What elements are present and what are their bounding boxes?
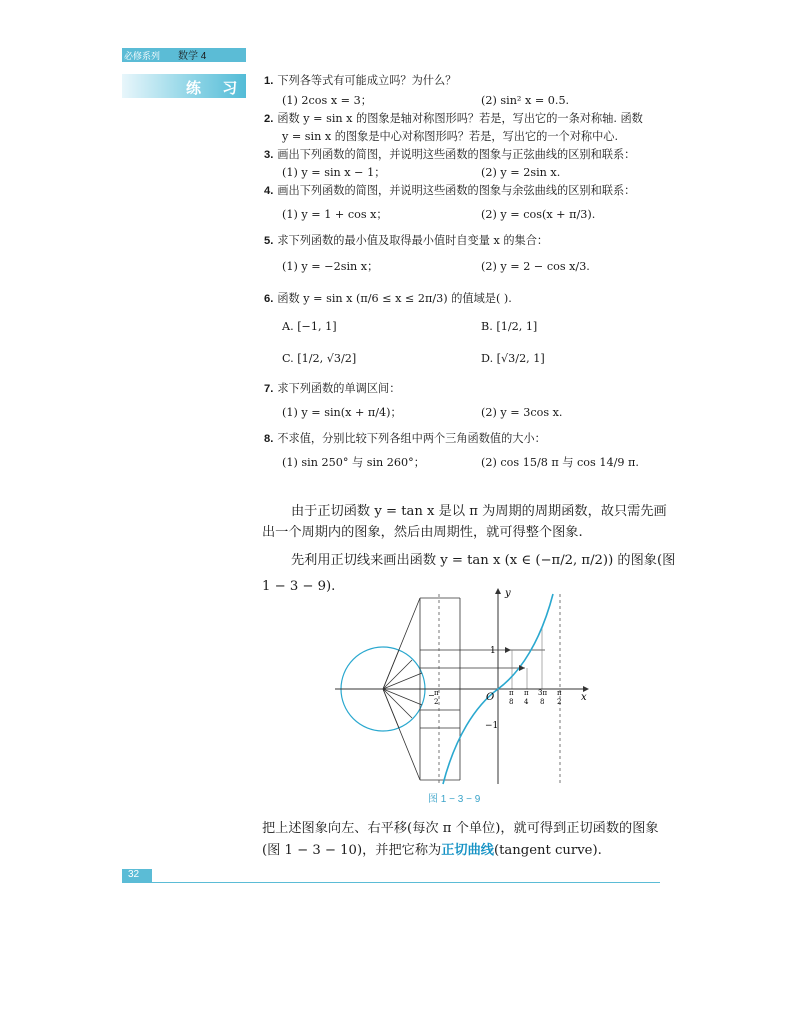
- exercise-text: 函数 y = sin x 的图象是轴对称图形吗？若是，写出它的一条对称轴. 函数: [277, 112, 643, 125]
- exercise-7-option-b: (2) y = 3cos x.: [481, 406, 563, 419]
- body-paragraph-3-line-2: [262, 842, 602, 860]
- exercise-8-option-b: (2) cos 15/8 π 与 cos 14/9 π.: [481, 456, 639, 469]
- tangent-line-figure: [335, 588, 595, 786]
- exercise-number: 5.: [264, 235, 274, 247]
- exercise-3-option-a: (1) y = sin x − 1；: [282, 166, 386, 179]
- exercise-text: 画出下列函数的简图，并说明这些函数的图象与余弦曲线的区别和联系：: [277, 184, 636, 197]
- paragraph-text: (图 1 − 3 − 10)，并把它称为: [262, 843, 442, 858]
- exercise-3: [264, 148, 635, 162]
- exercise-3-option-b: (2) y = 2sin x.: [481, 166, 561, 179]
- exercise-5-option-b: (2) y = 2 − cos x/3.: [481, 260, 590, 273]
- page-number: 32: [128, 869, 140, 880]
- header-series: 必修系列: [124, 51, 161, 61]
- exercise-4: [264, 184, 635, 198]
- y-axis-arrow: [495, 588, 501, 594]
- body-paragraph-3-line-1: 把上述图象向左、右平移(每次 π 个单位)，就可得到正切函数的图象: [262, 821, 659, 836]
- tick-label-neg-pi2-den: 2: [434, 698, 439, 706]
- guide-arrow: [505, 647, 511, 653]
- exercise-number: 2.: [264, 113, 274, 125]
- exercise-7-option-a: (1) y = sin(x + π/4)；: [282, 406, 402, 419]
- exercise-text: 画出下列函数的简图，并说明这些函数的图象与正弦曲线的区别和联系：: [277, 148, 636, 161]
- exercise-1: [264, 74, 456, 88]
- tick-label-neg-pi2-sign: −: [428, 691, 435, 700]
- tick-label-one: 1: [490, 646, 496, 656]
- tick-label-pi8-num: π: [509, 689, 514, 697]
- x-axis-label: x: [581, 692, 587, 703]
- key-term: 正切曲线: [441, 843, 494, 858]
- exercise-text: 下列各等式有可能成立吗？为什么？: [277, 74, 457, 87]
- exercise-number: 7.: [264, 383, 274, 395]
- exercise-7: [264, 382, 400, 396]
- exercise-number: 4.: [264, 185, 274, 197]
- origin-label: O: [486, 692, 495, 703]
- body-paragraph-1-line-1: 由于正切函数 y = tan x 是以 π 为周期的周期函数，故只需先画: [291, 504, 667, 519]
- exercise-6-choice-d: D. [√3/2, 1]: [481, 352, 545, 365]
- tick-label-3pi8-num: 3π: [538, 689, 548, 697]
- body-paragraph-1-line-2: 出一个周期内的图象，然后由周期性，就可得整个图象.: [262, 525, 583, 540]
- tick-label-3pi8-den: 8: [540, 698, 545, 706]
- exercise-6-choice-b: B. [1/2, 1]: [481, 320, 538, 333]
- exercise-number: 6.: [264, 293, 274, 305]
- exercise-1-option-a: (1) 2cos x = 3；: [282, 94, 372, 107]
- tick-label-pi2-den: 2: [557, 698, 562, 706]
- tick-label-neg-pi2-num: π: [434, 689, 439, 697]
- exercise-2-cont: y = sin x 的图象是中心对称图形吗？若是，写出它的一个对称中心.: [282, 130, 618, 143]
- body-paragraph-2-line-1: 先利用正切线来画出函数 y = tan x (x ∈ (−π/2, π/2)) 的图象(图: [291, 553, 676, 568]
- exercise-text: 求下列函数的单调区间：: [277, 382, 401, 395]
- exercise-6-choice-c: C. [1/2, √3/2]: [282, 352, 357, 365]
- figure-caption: 图 1 − 3 − 9: [428, 794, 481, 805]
- exercise-6: [264, 292, 512, 306]
- header-book-title: 数学 4: [178, 51, 207, 62]
- exercise-text: 函数 y = sin x (π/6 ≤ x ≤ 2π/3) 的值域是( ).: [277, 292, 512, 305]
- exercise-8-option-a: (1) sin 250° 与 sin 260°；: [282, 456, 425, 469]
- tick-label-pi2-num: π: [557, 689, 562, 697]
- footer-rule: [152, 882, 660, 883]
- tick-label-neg-one: −1: [485, 721, 499, 731]
- practice-banner-title: 练 习: [186, 79, 246, 97]
- guide-arrow: [519, 665, 525, 671]
- exercise-2: [264, 112, 643, 126]
- exercise-8: [264, 432, 546, 446]
- paragraph-text: (tangent curve).: [493, 843, 602, 858]
- tick-label-pi8-den: 8: [509, 698, 514, 706]
- exercise-4-option-a: (1) y = 1 + cos x；: [282, 208, 388, 221]
- exercise-text: 不求值，分别比较下列各组中两个三角函数值的大小：: [277, 432, 546, 445]
- tick-label-pi4-den: 4: [524, 698, 529, 706]
- exercise-number: 1.: [264, 75, 274, 87]
- exercise-5-option-a: (1) y = −2sin x；: [282, 260, 379, 273]
- tick-label-pi4-num: π: [524, 689, 529, 697]
- exercise-number: 8.: [264, 433, 274, 445]
- exercise-5: [264, 234, 548, 248]
- y-axis-label: y: [505, 588, 511, 599]
- exercise-4-option-b: (2) y = cos(x + π/3).: [481, 208, 596, 221]
- exercise-number: 3.: [264, 149, 274, 161]
- exercise-text: 求下列函数的最小值及取得最小值时自变量 x 的集合：: [277, 234, 549, 247]
- exercise-6-choice-a: A. [−1, 1]: [282, 320, 337, 333]
- exercise-1-option-b: (2) sin² x = 0.5.: [481, 94, 570, 107]
- body-paragraph-2-line-2: 1 − 3 − 9).: [262, 579, 336, 594]
